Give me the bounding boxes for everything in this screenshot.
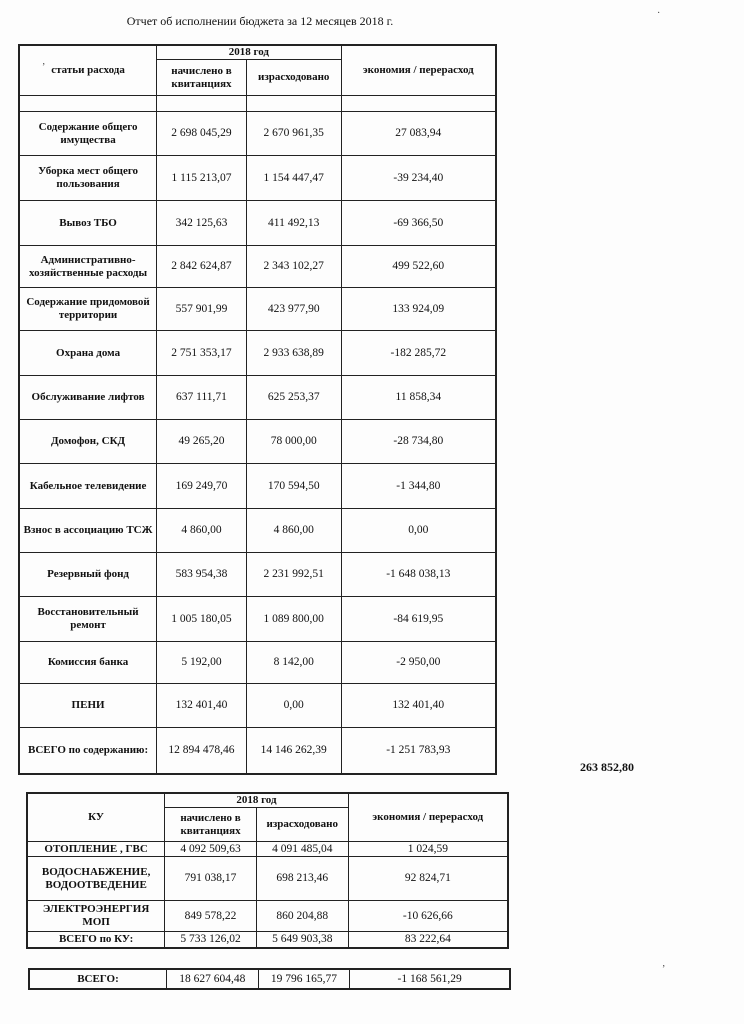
cell-economy: -39 234,40 xyxy=(341,156,496,201)
header-economy: экономия / перерасход xyxy=(341,45,496,96)
cell-economy: -1 251 783,93 xyxy=(341,728,496,774)
cell-item: Вывоз ТБО xyxy=(19,201,157,246)
cell-spent: 2 670 961,35 xyxy=(246,112,341,156)
pen-mark: ‚ xyxy=(42,56,46,67)
table-row xyxy=(27,901,508,932)
table-row xyxy=(19,288,496,331)
cell-spent: 8 142,00 xyxy=(246,642,341,684)
cell-economy: -84 619,95 xyxy=(341,597,496,642)
header-year: 2018 год xyxy=(165,793,348,808)
cell-spent: 78 000,00 xyxy=(246,420,341,464)
header-spent: израсходовано xyxy=(256,808,348,842)
cell-spent: 698 213,46 xyxy=(256,857,348,901)
cell-item: Содержание общего имущества xyxy=(19,112,157,156)
cell-item: ПЕНИ xyxy=(19,684,157,728)
cell-item: ВСЕГО по содержанию: xyxy=(19,728,157,774)
cell-spent: 170 594,50 xyxy=(246,464,341,509)
utilities-table xyxy=(26,792,509,949)
cell-item: Восстановительный ремонт xyxy=(19,597,157,642)
table-row xyxy=(19,553,496,597)
pen-mark: · xyxy=(657,8,661,19)
table-row xyxy=(27,857,508,901)
cell-economy: 133 924,09 xyxy=(341,288,496,331)
total-spent: 19 796 165,77 xyxy=(258,969,350,989)
cell-spent: 2 231 992,51 xyxy=(246,553,341,597)
cell-spent: 2 343 102,27 xyxy=(246,246,341,288)
cell-item: ВСЕГО по КУ: xyxy=(27,932,165,948)
cell-economy: 499 522,60 xyxy=(341,246,496,288)
cell-charged: 5 733 126,02 xyxy=(165,932,257,948)
cell-economy: -2 950,00 xyxy=(341,642,496,684)
total-economy: -1 168 561,29 xyxy=(350,969,510,989)
cell-charged: 1 115 213,07 xyxy=(157,156,247,201)
cell-charged: 2 698 045,29 xyxy=(157,112,247,156)
cell-charged: 132 401,40 xyxy=(157,684,247,728)
cell-item: Уборка мест общего пользования xyxy=(19,156,157,201)
cell-charged: 2 842 624,87 xyxy=(157,246,247,288)
total-table xyxy=(28,968,511,990)
cell-spent: 1 154 447,47 xyxy=(246,156,341,201)
cell-spent: 4 860,00 xyxy=(246,509,341,553)
cell-spent: 2 933 638,89 xyxy=(246,331,341,376)
table-row xyxy=(19,331,496,376)
table-row xyxy=(19,642,496,684)
table-row xyxy=(19,201,496,246)
header-economy: экономия / перерасход xyxy=(348,793,508,842)
total-charged: 18 627 604,48 xyxy=(166,969,258,989)
cell-charged: 583 954,38 xyxy=(157,553,247,597)
cell-economy: -28 734,80 xyxy=(341,420,496,464)
table-row xyxy=(19,684,496,728)
cell-economy: -182 285,72 xyxy=(341,331,496,376)
cell-spent: 5 649 903,38 xyxy=(256,932,348,948)
header-charged: начислено в квитанциях xyxy=(157,60,247,96)
side-note: 263 852,80 xyxy=(580,760,634,774)
expenses-table xyxy=(18,44,497,775)
cell-economy: -10 626,66 xyxy=(348,901,508,932)
cell-charged: 791 038,17 xyxy=(165,857,257,901)
table-row xyxy=(19,509,496,553)
cell-item: Содержание придомовой территории xyxy=(19,288,157,331)
cell-item: ОТОПЛЕНИЕ , ГВС xyxy=(27,842,165,857)
table-row xyxy=(19,728,496,774)
cell-spent: 0,00 xyxy=(246,684,341,728)
cell-item: Административно-хозяйственные расходы xyxy=(19,246,157,288)
table-row xyxy=(27,932,508,948)
cell-spent: 4 091 485,04 xyxy=(256,842,348,857)
cell-spent: 411 492,13 xyxy=(246,201,341,246)
table-row xyxy=(19,464,496,509)
cell-charged: 4 092 509,63 xyxy=(165,842,257,857)
cell-item: Взнос в ассоциацию ТСЖ xyxy=(19,509,157,553)
cell-spent: 860 204,88 xyxy=(256,901,348,932)
cell-economy: -1 648 038,13 xyxy=(341,553,496,597)
page-title: Отчет об исполнении бюджета за 12 месяцев 2018 г. xyxy=(126,14,394,28)
cell-charged: 5 192,00 xyxy=(157,642,247,684)
cell-economy: 1 024,59 xyxy=(348,842,508,857)
cell-item: Обслуживание лифтов xyxy=(19,376,157,420)
cell-charged: 49 265,20 xyxy=(157,420,247,464)
table-row xyxy=(19,420,496,464)
cell-economy: -69 366,50 xyxy=(341,201,496,246)
cell-economy: 83 222,64 xyxy=(348,932,508,948)
cell-spent: 625 253,37 xyxy=(246,376,341,420)
cell-item: Домофон, СКД xyxy=(19,420,157,464)
cell-item: Резервный фонд xyxy=(19,553,157,597)
cell-charged: 1 005 180,05 xyxy=(157,597,247,642)
header-item: статьи расхода xyxy=(19,45,157,96)
cell-spent: 423 977,90 xyxy=(246,288,341,331)
cell-economy: 11 858,34 xyxy=(341,376,496,420)
cell-charged: 12 894 478,46 xyxy=(157,728,247,774)
cell-item: ВОДОСНАБЖЕНИЕ, ВОДООТВЕДЕНИЕ xyxy=(27,857,165,901)
cell-item: ЭЛЕКТРОЭНЕРГИЯ МОП xyxy=(27,901,165,932)
cell-charged: 342 125,63 xyxy=(157,201,247,246)
cell-charged: 849 578,22 xyxy=(165,901,257,932)
header-item: КУ xyxy=(27,793,165,842)
cell-spent: 1 089 800,00 xyxy=(246,597,341,642)
cell-item: Кабельное телевидение xyxy=(19,464,157,509)
cell-economy: 92 824,71 xyxy=(348,857,508,901)
cell-item: Комиссия банка xyxy=(19,642,157,684)
header-spent: израсходовано xyxy=(246,60,341,96)
cell-charged: 637 111,71 xyxy=(157,376,247,420)
cell-charged: 4 860,00 xyxy=(157,509,247,553)
cell-spent: 14 146 262,39 xyxy=(246,728,341,774)
cell-economy: -1 344,80 xyxy=(341,464,496,509)
header-charged: начислено в квитанциях xyxy=(165,808,257,842)
header-year: 2018 год xyxy=(157,45,341,60)
cell-economy: 0,00 xyxy=(341,509,496,553)
table-row xyxy=(19,112,496,156)
table-row xyxy=(27,842,508,857)
cell-item: Охрана дома xyxy=(19,331,157,376)
pen-mark: ‚ xyxy=(662,958,666,969)
cell-charged: 169 249,70 xyxy=(157,464,247,509)
total-label: ВСЕГО: xyxy=(29,969,166,989)
cell-charged: 557 901,99 xyxy=(157,288,247,331)
table-row xyxy=(19,376,496,420)
cell-economy: 27 083,94 xyxy=(341,112,496,156)
table-row xyxy=(19,156,496,201)
table-row xyxy=(19,246,496,288)
cell-charged: 2 751 353,17 xyxy=(157,331,247,376)
table-row xyxy=(19,597,496,642)
cell-economy: 132 401,40 xyxy=(341,684,496,728)
